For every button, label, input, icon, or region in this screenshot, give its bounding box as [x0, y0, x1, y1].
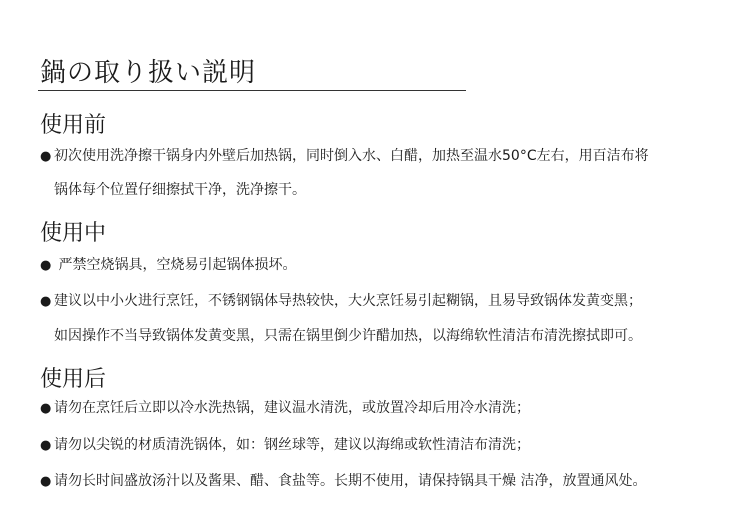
instruction-text: 请勿在烹饪后立即以冷水洗热锅，建议温水清洗，或放置冷却后用冷水清洗； [54, 400, 530, 416]
bullet-icon: ● [40, 149, 52, 164]
instruction-text: 请勿长时间盛放汤汁以及酱果、醋、食盐等。长期不使用，请保持锅具干燥 洁净，放置通风处。 [54, 473, 647, 489]
instruction-text: 严禁空烧锅具，空烧易引起锅体损坏。 [54, 257, 297, 273]
instruction-line [40, 292, 642, 311]
page-title: 鍋の取り扱い説明 [40, 58, 257, 88]
instruction-text: 初次使用洗净擦干锅身内外壁后加热锅，同时倒入水、白醋，加热至温水50°C左右，用百洁布将 [54, 148, 649, 164]
bullet-icon: ● [40, 438, 52, 453]
section-heading-during-use: 使用中 [40, 221, 107, 246]
title-divider [38, 90, 466, 91]
instruction-text: 锅体每个位置仔细擦拭干净，洗净擦干。 [54, 182, 306, 198]
section-heading-after-use: 使用后 [40, 367, 107, 392]
instruction-line [40, 436, 530, 455]
section-heading-before-use: 使用前 [40, 113, 107, 138]
instruction-line-continued [54, 181, 306, 199]
bullet-icon: ● [40, 258, 52, 273]
instruction-line [40, 399, 530, 418]
instruction-text: 请勿以尖锐的材质清洗锅体，如：钢丝球等，建议以海绵或软性清洁布清洗； [54, 437, 530, 453]
bullet-icon: ● [40, 401, 52, 416]
instruction-line [40, 256, 296, 275]
instruction-text: 如因操作不当导致锅体发黄变黑，只需在锅里倒少许醋加热，以海绵软性清洁布清洗擦拭即可。 [54, 328, 642, 344]
instruction-line-continued [54, 327, 642, 345]
bullet-icon: ● [40, 474, 52, 489]
instruction-line [40, 147, 649, 166]
instruction-text: 建议以中小火进行烹饪，不锈钢锅体导热较快，大火烹饪易引起糊锅，且易导致锅体发黄变黑； [54, 293, 642, 309]
instruction-line [40, 472, 646, 491]
bullet-icon: ● [40, 294, 52, 309]
